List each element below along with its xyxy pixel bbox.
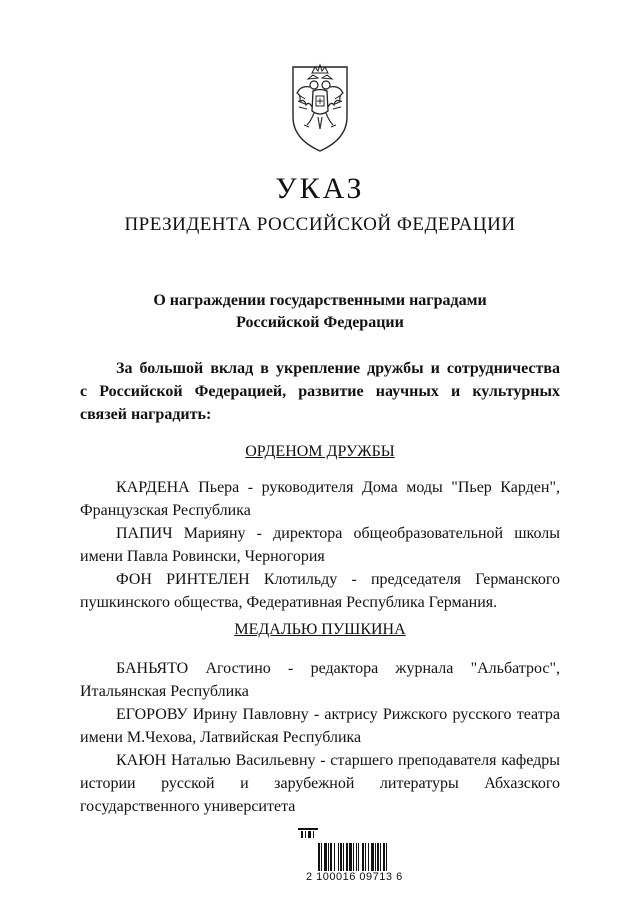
entry-line: ПАПИЧ Марияну - директора общеобразовательной школы <box>116 525 560 542</box>
award-entries-order-of-friendship <box>80 476 560 614</box>
barcode-stripe <box>324 843 327 871</box>
heading-line: О награждении государственными наградами <box>153 292 487 309</box>
barcode-stripe <box>377 843 379 871</box>
barcode-stripe <box>371 843 374 871</box>
decree-heading <box>80 290 560 334</box>
intro-line: За большой вклад в укрепление дружбы и сотрудничества <box>116 360 560 377</box>
award-entry <box>80 703 560 749</box>
award-entry <box>80 657 560 703</box>
award-entry <box>80 749 560 818</box>
award-entry <box>80 522 560 568</box>
entry-line: ФОН РИНТЕЛЕН Клотильду - председателя Германского <box>116 571 560 588</box>
coat-of-arms-icon <box>287 55 353 155</box>
entry-line: пушкинского общества, Федеративная Республика Германия. <box>80 594 498 611</box>
document-title: УКАЗ <box>275 172 365 205</box>
barcode-stripe <box>362 843 364 871</box>
award-entry <box>80 568 560 614</box>
award-title-order-of-friendship: ОРДЕНОМ ДРУЖБЫ <box>245 443 395 460</box>
barcode-stripe <box>328 843 329 871</box>
intro-line: с Российской Федерацией, развитие научных и культурных <box>80 383 560 400</box>
barcode-stripe <box>358 843 359 871</box>
barcode-stripe <box>365 843 366 871</box>
barcode-stripe <box>368 843 369 871</box>
intro-line: связей наградить: <box>80 406 212 423</box>
entry-line: ЕГОРОВУ Ирину Павловну - актрису Рижского русского театра <box>116 706 560 723</box>
entry-line: имени Павла Ровински, Черногория <box>80 548 325 565</box>
barcode-stripe <box>340 843 342 871</box>
barcode-stripe <box>346 843 348 871</box>
barcode-stripe <box>330 843 332 871</box>
document-subtitle: ПРЕЗИДЕНТА РОССИЙСКОЙ ФЕДЕРАЦИИ <box>124 214 516 235</box>
entry-line: КАЮН Наталью Васильевну - старшего преподавателя кафедры <box>116 752 560 769</box>
entry-line: Итальянская Республика <box>80 683 249 700</box>
barcode-stripe <box>386 843 387 871</box>
entry-line: истории русской и зарубежной литературы Абхазского <box>80 775 560 792</box>
entry-line: государственного университета <box>80 798 296 815</box>
barcode-number: 2 100016 09713 6 <box>306 871 403 883</box>
entry-line: БАНЬЯТО Агостино - редактора журнала "Альбатрос", <box>116 660 560 677</box>
award-entry <box>80 476 560 522</box>
award-entries-pushkin-medal <box>80 657 560 818</box>
award-title-pushkin-medal: МЕДАЛЬЮ ПУШКИНА <box>234 621 406 638</box>
entry-line: Французская Республика <box>80 502 251 519</box>
barcode-stripe <box>353 843 354 871</box>
entry-line: имени М.Чехова, Латвийская Республика <box>80 729 362 746</box>
barcode-icon <box>318 843 406 873</box>
barcode-corner-mark-icon <box>298 828 318 838</box>
barcode-stripe <box>375 843 376 871</box>
barcode-stripe <box>338 843 339 871</box>
decree-intro <box>80 357 560 426</box>
entry-line: КАРДЕНА Пьера - руководителя Дома моды "Пьер Карден", <box>116 479 560 496</box>
barcode-stripe <box>318 843 320 871</box>
heading-line: Российской Федерации <box>236 314 404 331</box>
barcode-stripe <box>349 843 352 871</box>
barcode-stripe <box>356 843 357 871</box>
barcode-stripe <box>321 843 322 871</box>
barcode-stripe <box>380 843 381 871</box>
barcode-stripe <box>343 843 344 871</box>
barcode-stripe <box>383 843 385 871</box>
barcode-stripe <box>334 843 335 871</box>
